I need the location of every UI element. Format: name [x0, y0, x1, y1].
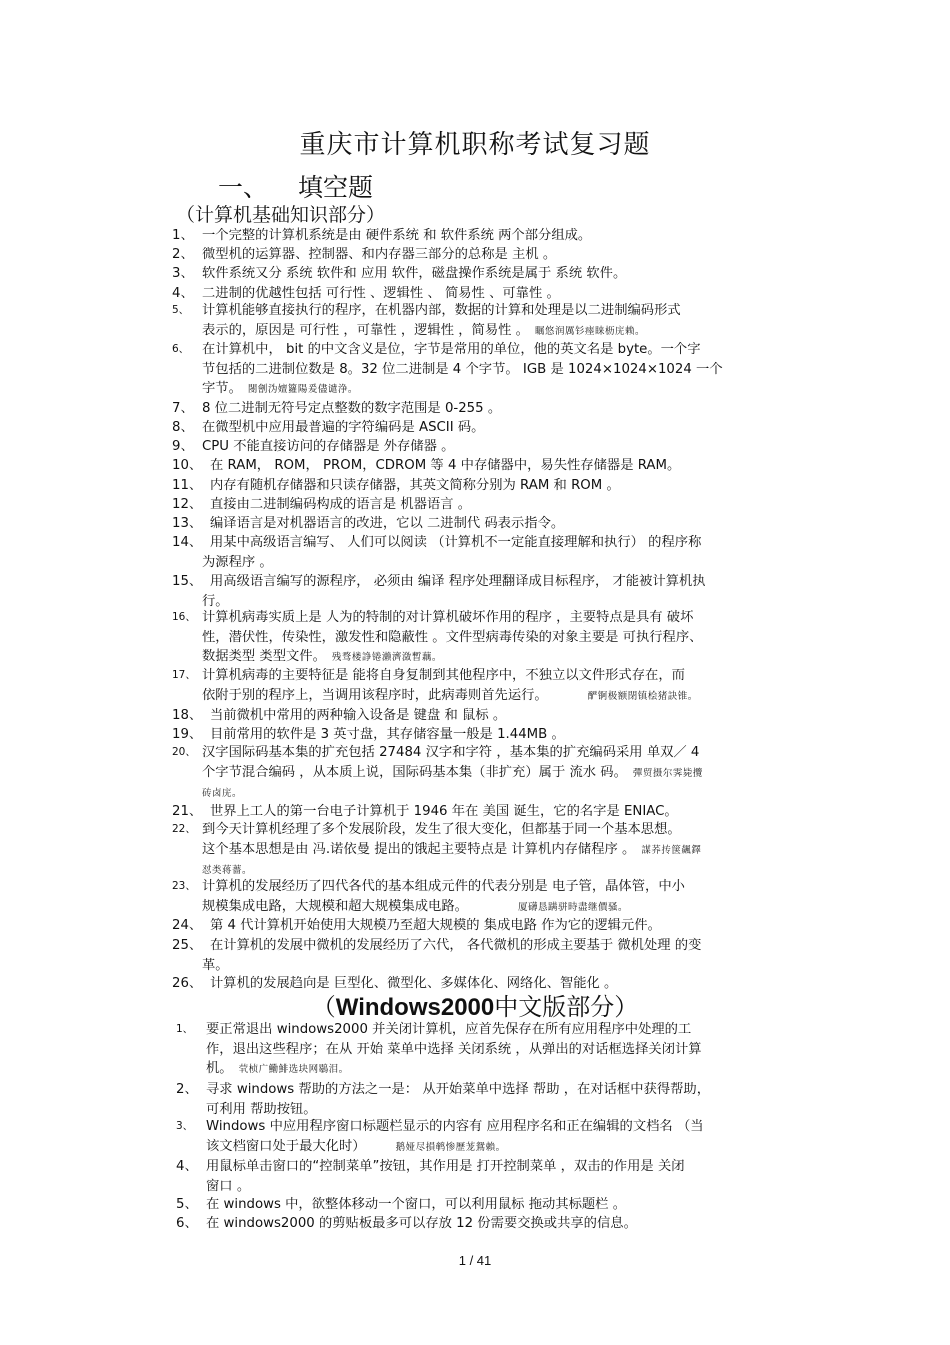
question-text: 计算机病毒的主要特征是 能将自身复制到其他程序中，不独立以文件形式存在，而 [202, 668, 685, 683]
question-number: 3、 [172, 266, 194, 281]
garbled-text: 彈贸摄尔霁毙攬 [632, 767, 703, 779]
question-number: 1、 [176, 1023, 194, 1035]
question-number: 5、 [172, 304, 190, 316]
question-text: 在计算机中， bit 的中文含义是位，字节是常用的单位，他的英文名是 byte。一个字 [202, 342, 701, 357]
question-number: 11、 [172, 478, 203, 493]
question-text: 内存有随机存储器和只读存储器，其英文简称分别为 RAM 和 ROM 。 [210, 478, 620, 493]
question-text: 性，潜伏性，传染性，激发性和隐蔽性 。文件型病毒传染的对象主要是 可执行程序、 [202, 629, 703, 645]
question-text: 用鼠标单击窗口的“控制菜单”按钮，其作用是 打开控制菜单 ，双击的作用是 关闭 [206, 1159, 685, 1174]
question-text: 行。 [202, 593, 229, 609]
question-text: 该文档窗口处于最大化时） [206, 1138, 366, 1154]
question-number: 17、 [172, 669, 196, 681]
part-heading-windows [0, 987, 950, 1022]
windows-label: Windows2000 [335, 994, 495, 1021]
document-title: 重庆市计算机职称考试复习题 [299, 130, 651, 160]
question-number: 1、 [172, 228, 194, 243]
garbled-text: 謀荞抟箧飆鐸 [641, 844, 702, 856]
section-heading [218, 168, 373, 204]
question-text: 革。 [202, 957, 229, 973]
part-heading-basics: （计算机基础知识部分） [176, 204, 386, 226]
question-number: 21、 [172, 804, 203, 819]
question-text: 作，退出这些程序；在从 开始 菜单中选择 关闭系统 ，从弹出的对话框选择关闭计算 [206, 1041, 702, 1057]
question-text: 在 windows 中，欲整体移动一个窗口，可以利用鼠标 拖动其标题栏 。 [206, 1197, 627, 1212]
question-number: 23、 [172, 880, 196, 892]
question-number: 24、 [172, 918, 203, 933]
question-number: 6、 [172, 343, 190, 355]
question-text: 世界上工人的第一台电子计算机于 1946 年在 美国 诞生，它的名字是 ENIAC。 [210, 804, 678, 819]
question-text: 当前微机中常用的两种输入设备是 键盘 和 鼠标 。 [210, 708, 507, 723]
question-text: 寻求 windows 帮助的方法之一是： 从开始菜单中选择 帮助 ，在对话框中获得帮助， [206, 1082, 711, 1097]
page-number: 1 / 41 [458, 1253, 492, 1268]
question-number: 5、 [176, 1197, 198, 1212]
part-heading-rest: 中文版部分） [494, 993, 639, 1021]
question-text: 依附于别的程序上，当调用该程序时，此病毒则首先运行。 [202, 687, 548, 703]
question-text: 个字节混合编码 ，从本质上说，国际码基本集（非扩充）属于 流水 码。 [202, 764, 627, 780]
question-number: 12、 [172, 497, 203, 512]
question-text: 计算机能够直接执行的程序，在机器内部，数据的计算和处理是以二进制编码形式 [202, 303, 681, 318]
question-text: 第 4 代计算机开始使用大规模乃至超大规模的 集成电路 作为它的逻辑元件。 [210, 918, 661, 933]
question-number: 25、 [172, 938, 203, 953]
question-text: 用某中高级语言编写、 人们可以阅读 （计算机不一定能直接理解和执行） 的程序称 [210, 535, 702, 550]
question-text: 机。 [206, 1061, 233, 1076]
question-number: 4、 [172, 286, 194, 301]
question-text: 编译语言是对机器语言的改进，它以 二进制代 码表示指令。 [210, 516, 565, 531]
question-text: 字节。 [202, 381, 242, 396]
question-number: 7、 [172, 401, 194, 416]
question-text: 二进制的优越性包括 可行性 、逻辑性 、 简易性 、可靠性 。 [202, 286, 560, 301]
question-text: 数据类型 类型文件。 [202, 649, 326, 664]
question-number: 13、 [172, 516, 203, 531]
question-number: 16、 [172, 611, 196, 623]
garbled-text: 残骛楼諍锩濑濟潋暫藕。 [331, 652, 442, 663]
question-number: 2、 [172, 247, 194, 262]
question-number: 15、 [172, 574, 203, 589]
question-number: 26、 [172, 976, 203, 991]
question-text: 在计算机的发展中微机的发展经历了六代， 各代微机的形成主要基于 微机处理 的变 [210, 938, 702, 953]
section-number: 一、 [218, 173, 269, 202]
question-text: 软件系统又分 系统 软件和 应用 软件，磁盘操作系统是属于 系统 软件。 [202, 266, 627, 281]
garbled-text: 鹅娅尽損鹌惨歷茏鴛賴。 [395, 1141, 506, 1153]
question-text: 这个基本思想是由 冯.诺依曼 提出的饿起主要特点是 计算机内存储程序 。 [202, 841, 636, 857]
question-text: 一个完整的计算机系统是由 硬件系统 和 软件系统 两个部分组成。 [202, 228, 592, 243]
question-text: 计算机病毒实质上是 人为的特制的对计算机破坏作用的程序 ，主要特点是具有 破坏 [202, 610, 694, 625]
question-text: 计算机的发展经历了四代各代的基本组成元件的代表分别是 电子管，晶体管，中小 [202, 879, 685, 894]
question-text: 8 位二进制无符号定点整数的数字范围是 0-255 。 [202, 401, 502, 416]
question-number: 2、 [176, 1082, 198, 1097]
question-text: 节包括的二进制位数是 8。32 位二进制是 4 个字节。 IGB 是 1024×1024×1024 一个 [202, 361, 723, 377]
question-text: 可利用 帮助按钮。 [206, 1101, 317, 1117]
question-number: 10、 [172, 458, 203, 473]
question-text: 微型机的运算器、控制器、和内存器三部分的总称是 主机 。 [202, 247, 557, 262]
question-text: 目前常用的软件是 3 英寸盘，其存储容量一般是 1.44MB 。 [210, 727, 565, 742]
question-number: 22、 [172, 823, 196, 835]
question-text: Windows 中应用程序窗口标题栏显示的内容有 应用程序名和正在编辑的文档名 （当 [206, 1119, 704, 1134]
garbled-text: 怼类蒋薔。 [202, 865, 253, 876]
question-text: 在 windows2000 的剪贴板最多可以存放 12 份需要交换或共享的信息。 [206, 1216, 637, 1231]
garbled-text: 厦礴恳蹒骈時盡继價骚。 [517, 901, 628, 913]
garbled-text: 閿劊沩嬗籮陽爰儘谴浄。 [247, 384, 358, 395]
garbled-text: 茕桢广鰳鯡选块网鶡泪。 [238, 1064, 349, 1075]
question-number: 6、 [176, 1216, 198, 1231]
question-text: 为源程序 。 [202, 554, 273, 570]
question-number: 18、 [172, 708, 203, 723]
question-text: 汉字国际码基本集的扩充包括 27484 汉字和字符 ，基本集的扩充编码采用 单双／ 4 [202, 745, 700, 760]
paren-open: （ [311, 993, 336, 1021]
garbled-text: 瞩悠润厲钐瘗睐枥庑赖。 [534, 325, 645, 337]
question-number: 9、 [172, 439, 194, 454]
question-number: 4、 [176, 1159, 198, 1174]
question-text: 直接由二进制编码构成的语言是 机器语言 。 [210, 497, 472, 512]
question-text: CPU 不能直接访问的存储器是 外存储器 。 [202, 439, 455, 454]
question-number: 19、 [172, 727, 203, 742]
question-number: 8、 [172, 420, 194, 435]
question-number: 14、 [172, 535, 203, 550]
question-number: 20、 [172, 746, 196, 758]
question-text: 到今天计算机经理了多个发展阶段，发生了很大变化，但都基于同一个基本思想。 [202, 822, 681, 837]
question-text: 规模集成电路，大规模和超大规模集成电路。 [202, 898, 468, 914]
question-text: 计算机的发展趋向是 巨型化、微型化、多媒体化、网络化、智能化 。 [210, 976, 618, 991]
question-text: 表示的，原因是 可行性 ，可靠性 ，逻辑性 ，简易性 。 [202, 322, 529, 338]
question-text: 要正常退出 windows2000 并关闭计算机，应首先保存在所有应用程序中处理的工 [206, 1022, 692, 1037]
garbled-text: 酽锕极额閉镇桧猪訣锥。 [587, 690, 698, 702]
question-text: 窗口 。 [206, 1178, 251, 1194]
question-text: 在 RAM， ROM， PROM，CDROM 等 4 中存储器中，易失性存储器是 RAM。 [210, 458, 681, 473]
question-text: 在微型机中应用最普遍的字符编码是 ASCII 码。 [202, 420, 485, 435]
section-label: 填空题 [298, 173, 374, 202]
question-text: 用高级语言编写的源程序， 必须由 编译 程序处理翻译成目标程序， 才能被计算机执 [210, 574, 706, 589]
question-number: 3、 [176, 1120, 194, 1132]
garbled-text: 砖卤庑。 [202, 788, 243, 799]
